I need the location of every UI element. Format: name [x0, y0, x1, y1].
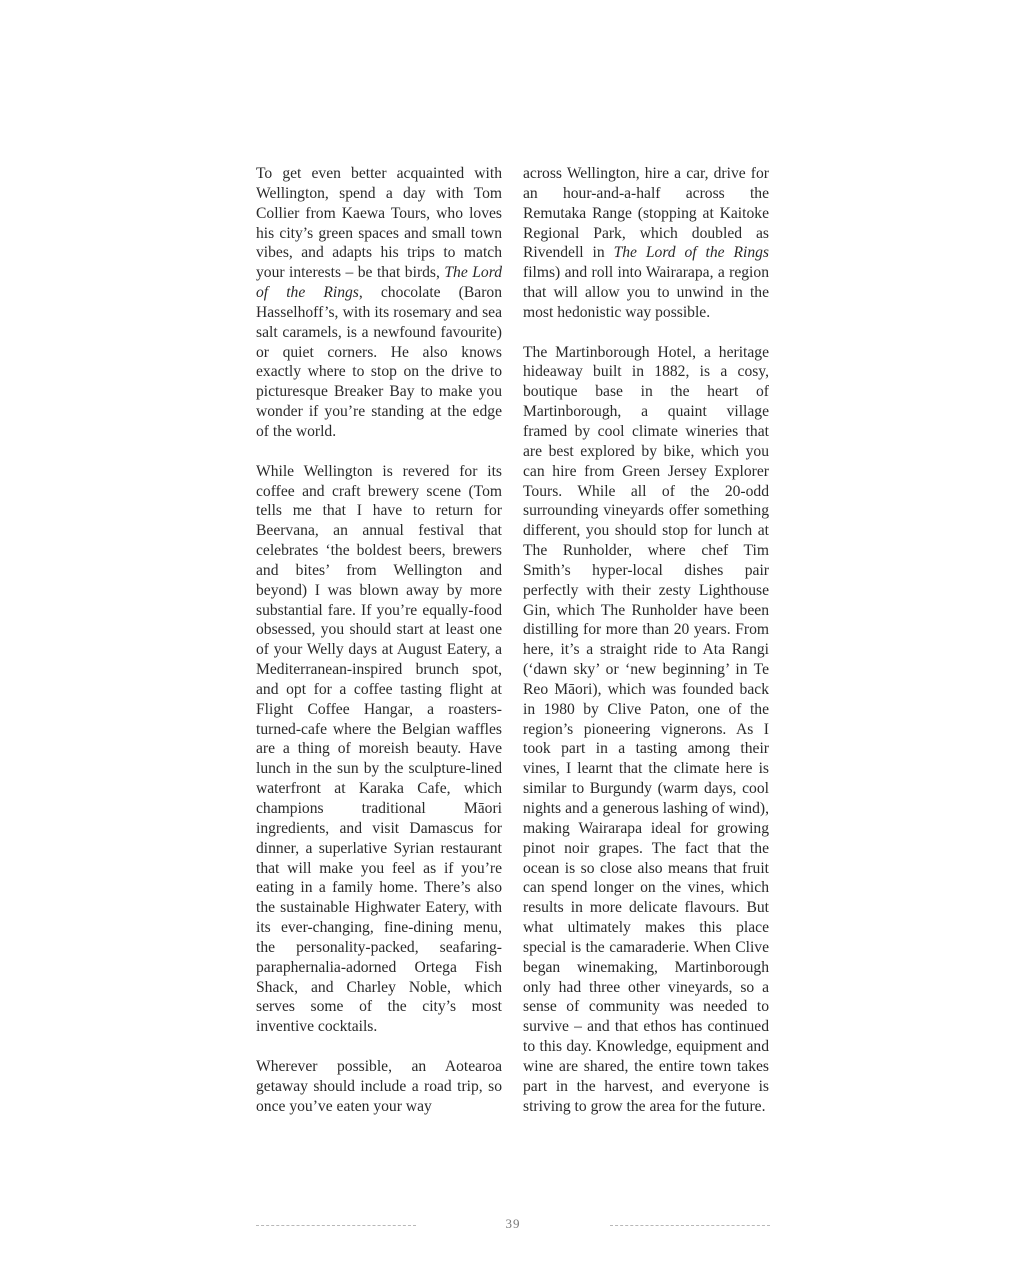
paragraph-martinborough: The Martinborough Hotel, a heritage hideaway built in 1882, is a cosy, boutique base in the heart of Martinborough, a quaint village framed by cool climate wineries that are best explored by bike, which you can hire from Green Jersey Explorer Tours. While all of the 20-odd surrounding vineyards offer something different, you should stop for lunch at The Runholder, where chef Tim Smith’s hyper-local dishes pair perfectly with their zesty Lighthouse Gin, which The Runholder have been distilling for more than 20 years. From here, it’s a straight ride to Ata Rangi (‘dawn sky’ or ‘new beginning’ in Te Reo Māori), which was founded back in 1980 by Clive Paton, one of the region’s pioneering vignerons. As I took part in a tasting among their vines, I learnt that the climate here is similar to Burgundy (warm days, cool nights and a generous lashing of wind), making Wairarapa ideal for growing pinot noir grapes. The fact that the ocean is so close also means that fruit can spend longer on the vines, which results in more delicate flavours. But what ultimately makes this place special is the camaraderie. When Clive began winemaking, Martinborough only had three other vineyards, so a sense of community was needed to survive – and that ethos has continued to this day. Knowledge, equipment and wine are shared, the entire town takes part in the harvest, and everyone is striving to grow the area for the future. [523, 343, 769, 1115]
paragraph-text: across Wellington, hire a car, drive for an hour-and-a-half across the Remutaka Range (stopping at Kaitoke Regional Park, which doubled as Rivendell in [523, 165, 769, 262]
paragraph-road-trip-start: Wherever possible, an Aotearoa getaway should include a road trip, so once you’ve eaten your way [256, 1057, 502, 1115]
paragraph-kaewa-tours [256, 164, 502, 442]
footer-divider-right [610, 1225, 770, 1226]
paragraph-text: films) and roll into Wairarapa, a region that will allow you to unwind in the most hedonistic way possible. [523, 264, 769, 321]
film-title: The Lord of the Rings [256, 264, 502, 302]
article-column-left [256, 164, 502, 1117]
paragraph-text: , chocolate (Baron Hasselhoff’s, with its rosemary and sea salt caramels, is a newfound favourite) or quiet corners. He also knows exactly where to stop on the drive to picturesque Breaker Bay to make you wonder if you’re standing at the edge of the world. [256, 284, 502, 440]
paragraph-road-trip-continued [523, 164, 769, 323]
article-column-right [523, 164, 769, 1117]
page-number: 39 [505, 1216, 521, 1231]
paragraph-text: To get even better acquainted with Wellington, spend a day with Tom Collier from Kaewa Tours, who loves his city’s green spaces and small town vibes, and adapts his trips to match your interests – be that birds, [256, 165, 502, 282]
film-title: The Lord of the Rings [613, 244, 769, 262]
paragraph-food-scene: While Wellington is revered for its coffee and craft brewery scene (Tom tells me that I have to return for Beervana, an annual festival that celebrates ‘the boldest beers, brewers and bites’ from Wellington and beyond) I was blown away by more substantial fare. If you’re equally-food obsessed, you should start at least one of your Welly days at August Eatery, a Mediterranean-inspired brunch spot, and opt for a coffee tasting flight at Flight Coffee Hangar, a roasters-turned-cafe where the Belgian waffles are a thing of moreish beauty. Have lunch in the sun by the sculpture-lined waterfront at Karaka Cafe, which champions traditional Māori ingredients, and visit Damascus for dinner, a superlative Syrian restaurant that will make you feel as if you’re eating in a family home. There’s also the sustainable Highwater Eatery, with its ever-changing, fine-dining menu, the personality-packed, seafaring-paraphernalia-adorned Ortega Fish Shack, and Charley Noble, which serves some of the city’s most inventive cocktails. [256, 462, 502, 1036]
page-footer [256, 1216, 770, 1236]
